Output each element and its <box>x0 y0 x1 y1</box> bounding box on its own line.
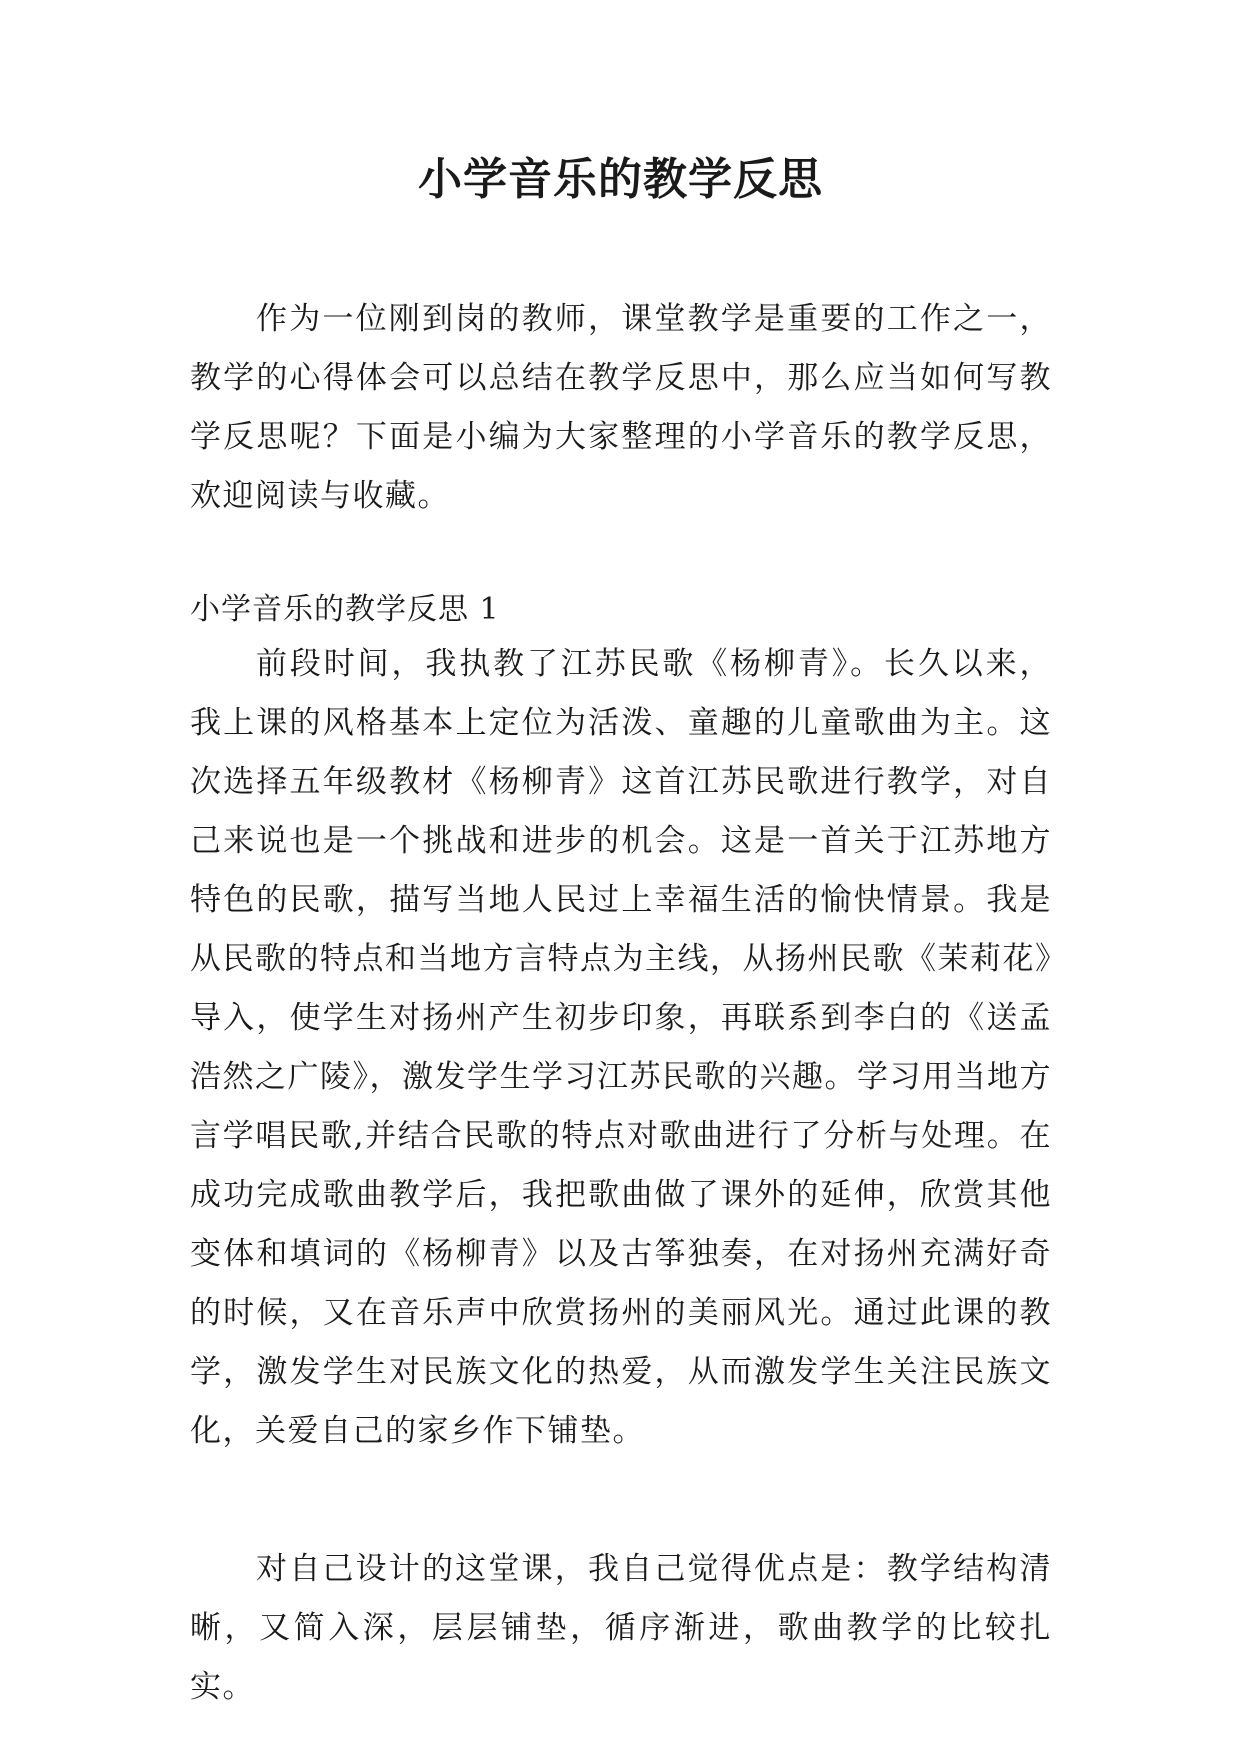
body-paragraph-2: 对自己设计的这堂课，我自己觉得优点是：教学结构清晰，又简入深，层层铺垫，循序渐进，歌曲教学的比较扎实。 <box>190 1551 1052 1705</box>
document-title: 小学音乐的教学反思 <box>418 154 823 205</box>
section-heading: 小学音乐的教学反思 1 <box>190 592 500 627</box>
body-paragraph-1: 前段时间，我执教了江苏民歌《杨柳青》。长久以来，我上课的风格基本上定位为活泼、童趣的儿童歌曲为主。这次选择五年级教材《杨柳青》这首江苏民歌进行教学，对自己来说也是一个挑战和进步的机会。这是一首关于江苏地方特色的民歌，描写当地人民过上幸福生活的愉快情景。我是从民歌的特点和当地方言特点为主线，从扬州民歌《茉莉花》导入，使学生对扬州产生初步印象，再联系到李白的《送孟浩然之广陵》，激发学生学习江苏民歌的兴趣。学习用当地方言学唱民歌,并结合民歌的特点对歌曲进行了分析与处理。在成功完成歌曲教学后，我把歌曲做了课外的延伸，欣赏其他变体和填词的《杨柳青》以及古筝独奏，在对扬州充满好奇的时候，又在音乐声中欣赏扬州的美丽风光。通过此课的教学，激发学生对民族文化的热爱，从而激发学生关注民族文化，关爱自己的家乡作下铺垫。 <box>190 646 1052 1449</box>
intro-paragraph: 作为一位刚到岗的教师，课堂教学是重要的工作之一，教学的心得体会可以总结在教学反思中，那么应当如何写教学反思呢？下面是小编为大家整理的小学音乐的教学反思，欢迎阅读与收藏。 <box>190 301 1052 514</box>
